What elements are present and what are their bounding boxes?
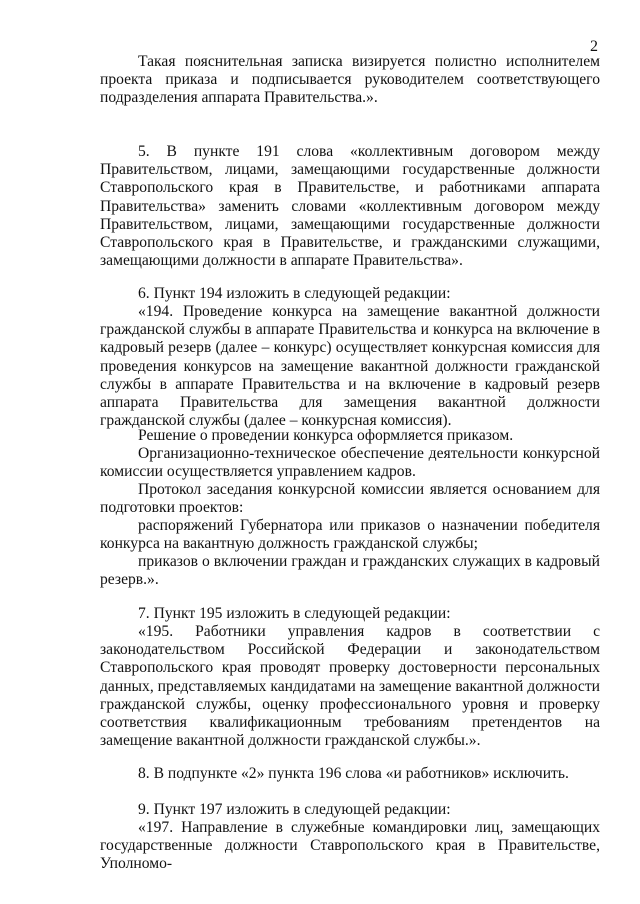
paragraph-explanatory-note: Такая пояснительная записка визируется полистно исполнителем проекта приказа и подписывается руководителем соответствующего подразделения аппарата Правительства.». [100, 53, 600, 107]
paragraph-item-6-heading: 6. Пункт 194 изложить в следующей редакции: [138, 285, 451, 302]
paragraph-item-8: 8. В подпункте «2» пункта 196 слова «и работников» исключить. [138, 765, 569, 782]
paragraph-item-7-heading: 7. Пункт 195 изложить в следующей редакции: [138, 605, 451, 622]
paragraph-reserve-orders: приказов о включении граждан и гражданских служащих в кадровый резерв.». [100, 553, 600, 589]
page-number: 2 [590, 38, 598, 55]
paragraph-organizational-support: Организационно-техническое обеспечение деятельности конкурсной комиссии осуществляется управлением кадров. [100, 445, 600, 481]
paragraph-protocol: Протокол заседания конкурсной комиссии является основанием для подготовки проектов: [100, 481, 600, 517]
paragraph-governor-orders: распоряжений Губернатора или приказов о назначении победителя конкурса на вакантную должность гражданской службы; [100, 517, 600, 553]
paragraph-item-197: «197. Направление в служебные командировки лиц, замещающих государственные должности Ставропольского края в Правительстве, Уполномо- [100, 819, 600, 873]
paragraph-item-9-heading: 9. Пункт 197 изложить в следующей редакции: [138, 801, 451, 818]
paragraph-item-5: 5. В пункте 191 слова «коллективным договором между Правительством, лицами, замещающими государственные должности Ставропольского края в Правительстве, и работниками аппарата Правительства» заменить словами «коллективным договором между Правительством, лицами, замещающими государственные должности Ставропольского края в Правительстве, и гражданскими служащими, замещающими должности в аппарате Правительства». [100, 143, 600, 270]
paragraph-item-194: «194. Проведение конкурса на замещение вакантной должности гражданской службы в аппарате Правительства и конкурса на включение в кадровый резерв (далее – конкурс) осуществляет конкурсная комиссия для проведения конкурсов на замещение вакантной должности гражданской службы в аппарате Правительства и на включение в кадровый резерв аппарата Правительства для замещения вакантной должности гражданской службы (далее – конкурсная комиссия). [100, 303, 600, 430]
paragraph-item-195: «195. Работники управления кадров в соответствии с законодательством Российской Федерации и законодательством Ставропольского края проводят проверку достоверности персональных данных, представляемых кандидатами на замещение вакантной должности гражданской службы, оценку профессионального уровня и проверку соответствия квалификационным требованиям претендентов на замещение вакантной должности гражданской службы.». [100, 623, 600, 750]
paragraph-competition-decision: Решение о проведении конкурса оформляется приказом. [138, 427, 514, 444]
